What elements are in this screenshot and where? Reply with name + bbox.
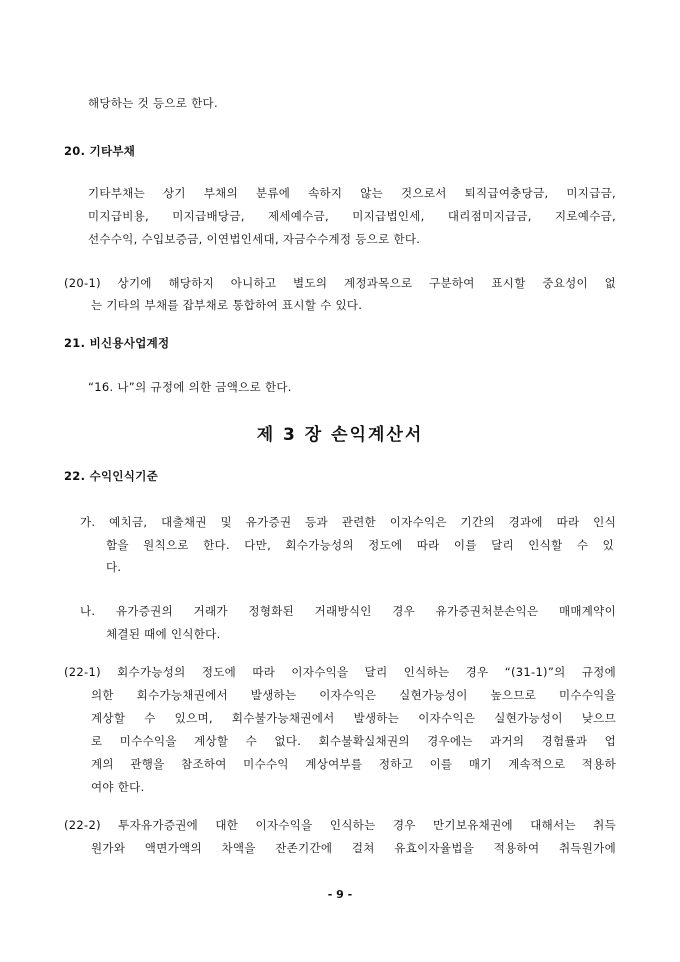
paragraph-line: 기타부채는 상기 부채의 분류에 속하지 않는 것으로서 퇴직급여충당금, 미지급금,: [88, 186, 616, 200]
section-heading-20: 20. 기타부채: [64, 144, 136, 158]
paragraph-line: “16. 나”의 규정에 의한 금액으로 한다.: [88, 380, 292, 394]
page-number: - 9 -: [327, 888, 353, 901]
paragraph-line: 는 기타의 부채를 잡부채로 통합하여 표시할 수 있다.: [91, 298, 363, 312]
paragraph-line: (22-1) 회수가능성의 정도에 따라 이자수익을 달리 인식하는 경우 “(31-1)”의 규정에: [64, 665, 616, 679]
section-heading-21: 21. 비신용사업계정: [64, 336, 170, 350]
paragraph-line: 체결된 때에 인식한다.: [106, 627, 221, 641]
section-heading-22: 22. 수익인식기준: [64, 469, 159, 483]
paragraph-line: 여야 한다.: [91, 780, 145, 794]
paragraph-line: 원가와 액면가액의 차액을 잔존기간에 걸쳐 유효이자율법을 적용하여 취득원가에: [91, 841, 616, 855]
paragraph-line: (22-2) 투자유가증권에 대한 이자수익을 인식하는 경우 만기보유채권에 대해서는 취득: [64, 818, 616, 832]
chapter-title: 제 3 장 손익계산서: [256, 425, 424, 445]
paragraph-line: 의한 회수가능채권에서 발생하는 이자수익은 실현가능성이 높으므로 미수수익을: [91, 688, 616, 702]
paragraph-line: 계상할 수 있으며, 회수불가능채권에서 발생하는 이자수익은 실현가능성이 낮으므: [91, 711, 616, 725]
paragraph-line: (20-1) 상기에 해당하지 아니하고 별도의 계정과목으로 구분하여 표시할 중요성이 없: [64, 276, 616, 290]
paragraph-line: 나. 유가증권의 거래가 정형화된 거래방식인 경우 유가증권처분손익은 매매계약이: [80, 604, 616, 618]
paragraph-line: 가. 예치금, 대출채권 및 유가증권 등과 관련한 이자수익은 기간의 경과에 따라 인식: [80, 515, 616, 529]
paragraph-line: 해당하는 것 등으로 한다.: [88, 96, 218, 110]
paragraph-line: 미지급비용, 미지급배당금, 제세예수금, 미지급법인세, 대리점미지급금, 지로예수금,: [88, 209, 616, 223]
paragraph-line: 계의 관행을 참조하여 미수수익 계상여부를 정하고 이를 매기 계속적으로 적용하: [91, 757, 616, 771]
paragraph-line: 함을 원칙으로 한다. 다만, 회수가능성의 정도에 따라 이를 달리 인식할 수 있: [106, 538, 614, 552]
paragraph-line: 로 미수수익을 계상할 수 없다. 회수불확실채권의 경우에는 과거의 경험률과 업: [91, 734, 616, 748]
paragraph-line: 선수수익, 수입보증금, 이연법인세대, 자금수수계정 등으로 한다.: [88, 232, 421, 246]
paragraph-line: 다.: [106, 560, 122, 574]
